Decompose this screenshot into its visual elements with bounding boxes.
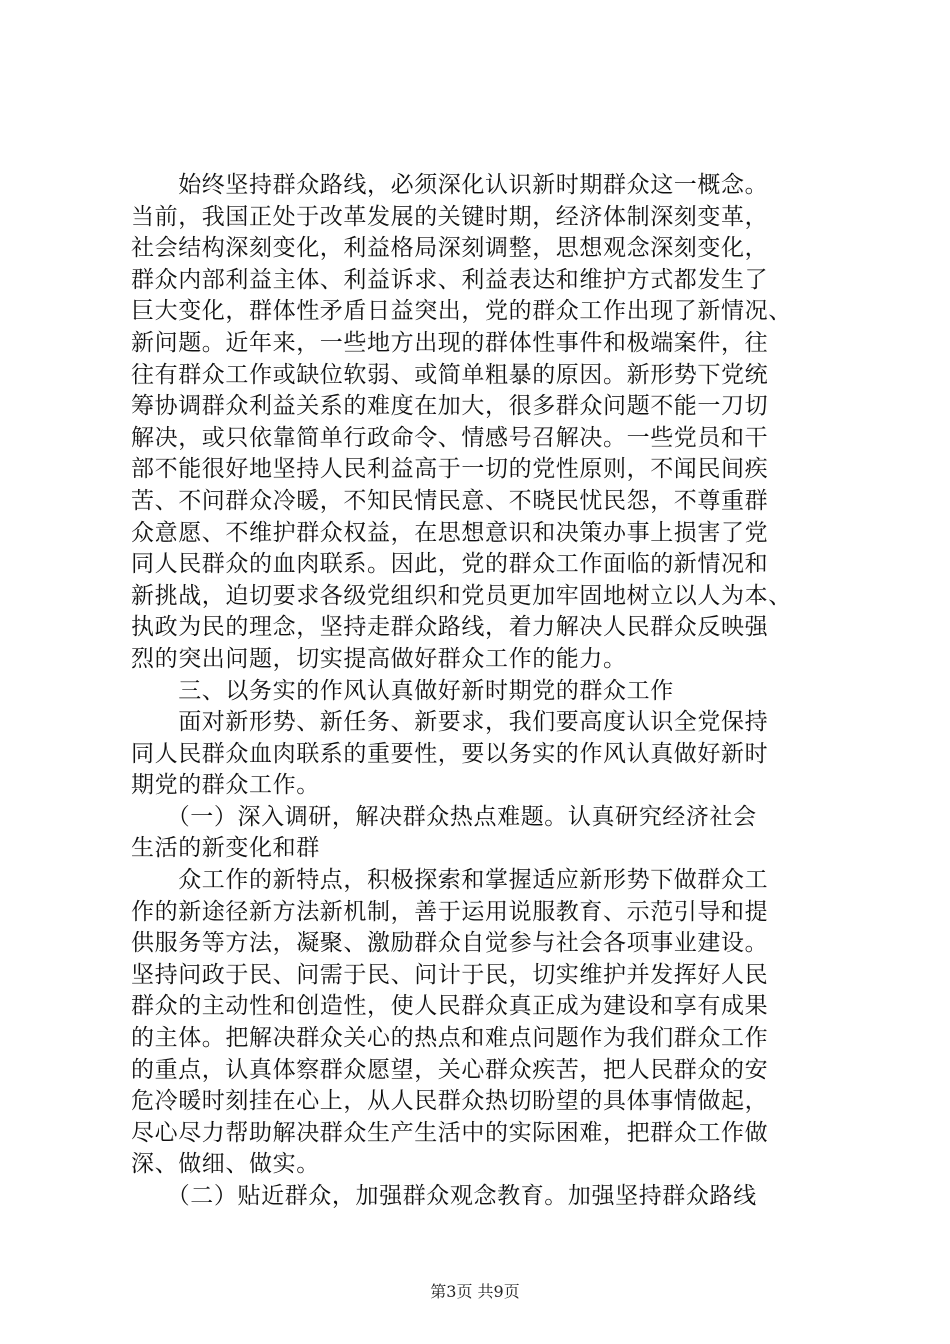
text-line: 群众内部利益主体、利益诉求、利益表达和维护方式都发生了 xyxy=(131,266,769,293)
text-line: 众意愿、不维护群众权益，在思想意识和决策办事上损害了党 xyxy=(131,519,769,546)
text-line: 执政为民的理念，坚持走群众路线，着力解决人民群众反映强 xyxy=(131,614,769,641)
text-line: （二）贴近群众，加强群众观念教育。加强坚持群众路线 xyxy=(131,1183,757,1209)
text-line: 苦、不问群众冷暖，不知民情民意、不晓民忧民怨，不尊重群 xyxy=(131,487,769,514)
text-line: 往有群众工作或缺位软弱、或简单粗暴的原因。新形势下党统 xyxy=(131,361,769,388)
text-line: 的主体。把解决群众关心的热点和难点问题作为我们群众工作 xyxy=(131,1025,769,1052)
text-line: 部不能很好地坚持人民利益高于一切的党性原则，不闻民间疾 xyxy=(131,456,769,483)
text-line: 尽心尽力帮助解决群众生产生活中的实际困难，把群众工作做 xyxy=(131,1119,769,1146)
text-line: 深、做细、做实。 xyxy=(131,1151,320,1178)
text-line: 生活的新变化和群 xyxy=(131,835,320,862)
text-line: 始终坚持群众路线，必须深化认识新时期群众这一概念。 xyxy=(131,172,769,198)
text-line: 坚持问政于民、问需于民、问计于民，切实维护并发挥好人民 xyxy=(131,961,769,988)
text-line: 社会结构深刻变化，利益格局深刻调整，思想观念深刻变化， xyxy=(131,235,769,262)
text-line: 期党的群众工作。 xyxy=(131,772,320,799)
text-line: 面对新形势、新任务、新要求，我们要高度认识全党保持 xyxy=(131,709,769,736)
text-line: 三、以务实的作风认真做好新时期党的群众工作 xyxy=(131,677,674,704)
text-line: 供服务等方法，凝聚、激励群众自觉参与社会各项事业建设。 xyxy=(131,930,769,957)
text-line: 当前，我国正处于改革发展的关键时期，经济体制深刻变革， xyxy=(131,203,769,230)
text-line: 作的新途径新方法新机制，善于运用说服教育、示范引导和提 xyxy=(131,898,769,925)
text-line: 同人民群众血肉联系的重要性，要以务实的作风认真做好新时 xyxy=(131,740,769,767)
text-line: 的重点，认真体察群众愿望，关心群众疾苦，把人民群众的安 xyxy=(131,1056,769,1083)
text-line: 众工作的新特点，积极探索和掌握适应新形势下做群众工 xyxy=(131,867,769,894)
page-footer: 第3页 共9页 xyxy=(430,1282,520,1301)
text-line: 新问题。近年来，一些地方出现的群体性事件和极端案件，往 xyxy=(131,329,769,356)
document-body xyxy=(131,170,831,1213)
text-line: 巨大变化，群体性矛盾日益突出，党的群众工作出现了新情况、 xyxy=(131,298,792,325)
text-line: 筹协调群众利益关系的难度在加大，很多群众问题不能一刀切 xyxy=(131,393,769,420)
text-line: 同人民群众的血肉联系。因此，党的群众工作面临的新情况和 xyxy=(131,551,769,578)
text-line: 危冷暖时刻挂在心上，从人民群众热切盼望的具体事情做起， xyxy=(131,1088,769,1115)
text-line: 烈的突出问题，切实提高做好群众工作的能力。 xyxy=(131,645,627,672)
text-line: 群众的主动性和创造性，使人民群众真正成为建设和享有成果 xyxy=(131,993,769,1020)
text-line: 解决，或只依靠简单行政命令、情感号召解决。一些党员和干 xyxy=(131,424,769,451)
text-line: （一）深入调研，解决群众热点难题。认真研究经济社会 xyxy=(131,803,757,830)
text-line: 新挑战，迫切要求各级党组织和党员更加牢固地树立以人为本、 xyxy=(131,582,792,609)
